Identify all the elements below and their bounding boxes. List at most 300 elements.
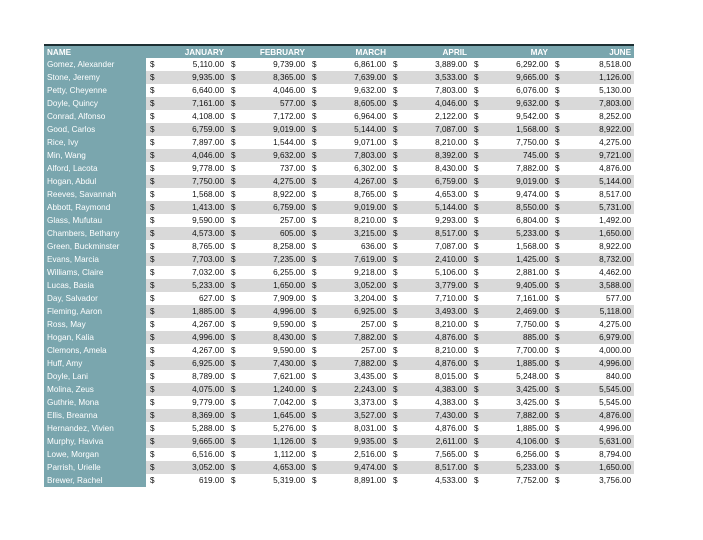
value-cell[interactable]: 257.00 <box>320 318 389 331</box>
currency-symbol-cell[interactable]: $ <box>146 97 158 110</box>
value-cell[interactable]: 6,076.00 <box>482 84 551 97</box>
value-cell[interactable]: 4,046.00 <box>401 97 470 110</box>
currency-symbol-cell[interactable]: $ <box>389 279 401 292</box>
value-cell[interactable]: 5,233.00 <box>158 279 227 292</box>
currency-symbol-cell[interactable]: $ <box>308 344 320 357</box>
currency-symbol-cell[interactable]: $ <box>308 435 320 448</box>
currency-symbol-cell[interactable]: $ <box>308 162 320 175</box>
value-cell[interactable]: 8,517.00 <box>401 227 470 240</box>
currency-symbol-cell[interactable]: $ <box>551 84 563 97</box>
currency-symbol-cell[interactable]: $ <box>227 188 239 201</box>
currency-symbol-cell[interactable]: $ <box>389 227 401 240</box>
row-name-cell[interactable]: Reeves, Savannah <box>44 188 146 201</box>
currency-symbol-cell[interactable]: $ <box>308 84 320 97</box>
value-cell[interactable]: 8,430.00 <box>239 331 308 344</box>
row-name-cell[interactable]: Hernandez, Vivien <box>44 422 146 435</box>
column-header-february[interactable]: FEBRUARY <box>227 45 308 58</box>
value-cell[interactable]: 840.00 <box>563 370 634 383</box>
value-cell[interactable]: 8,252.00 <box>563 110 634 123</box>
currency-symbol-cell[interactable]: $ <box>551 383 563 396</box>
value-cell[interactable]: 5,288.00 <box>158 422 227 435</box>
currency-symbol-cell[interactable]: $ <box>389 123 401 136</box>
row-name-cell[interactable]: Fleming, Aaron <box>44 305 146 318</box>
currency-symbol-cell[interactable]: $ <box>146 331 158 344</box>
value-cell[interactable]: 9,778.00 <box>158 162 227 175</box>
currency-symbol-cell[interactable]: $ <box>308 227 320 240</box>
currency-symbol-cell[interactable]: $ <box>470 175 482 188</box>
currency-symbol-cell[interactable]: $ <box>470 331 482 344</box>
row-name-cell[interactable]: Huff, Amy <box>44 357 146 370</box>
value-cell[interactable]: 1,413.00 <box>158 201 227 214</box>
value-cell[interactable]: 8,765.00 <box>158 240 227 253</box>
currency-symbol-cell[interactable]: $ <box>389 422 401 435</box>
value-cell[interactable]: 7,909.00 <box>239 292 308 305</box>
value-cell[interactable]: 7,750.00 <box>482 318 551 331</box>
value-cell[interactable]: 7,803.00 <box>401 84 470 97</box>
value-cell[interactable]: 2,410.00 <box>401 253 470 266</box>
currency-symbol-cell[interactable]: $ <box>551 188 563 201</box>
value-cell[interactable]: 8,430.00 <box>401 162 470 175</box>
currency-symbol-cell[interactable]: $ <box>146 240 158 253</box>
currency-symbol-cell[interactable]: $ <box>308 123 320 136</box>
value-cell[interactable]: 8,015.00 <box>401 370 470 383</box>
row-name-cell[interactable]: Evans, Marcia <box>44 253 146 266</box>
value-cell[interactable]: 8,732.00 <box>563 253 634 266</box>
value-cell[interactable]: 7,882.00 <box>320 357 389 370</box>
value-cell[interactable]: 1,650.00 <box>239 279 308 292</box>
row-name-cell[interactable]: Brewer, Rachel <box>44 474 146 487</box>
currency-symbol-cell[interactable]: $ <box>227 123 239 136</box>
currency-symbol-cell[interactable]: $ <box>551 474 563 487</box>
value-cell[interactable]: 9,665.00 <box>482 71 551 84</box>
value-cell[interactable]: 8,550.00 <box>482 201 551 214</box>
value-cell[interactable]: 9,218.00 <box>320 266 389 279</box>
value-cell[interactable]: 4,275.00 <box>563 318 634 331</box>
row-name-cell[interactable]: Lowe, Morgan <box>44 448 146 461</box>
currency-symbol-cell[interactable]: $ <box>308 71 320 84</box>
value-cell[interactable]: 8,210.00 <box>401 136 470 149</box>
currency-symbol-cell[interactable]: $ <box>551 279 563 292</box>
value-cell[interactable]: 4,075.00 <box>158 383 227 396</box>
value-cell[interactable]: 1,645.00 <box>239 409 308 422</box>
currency-symbol-cell[interactable]: $ <box>470 435 482 448</box>
row-name-cell[interactable]: Day, Salvador <box>44 292 146 305</box>
value-cell[interactable]: 1,425.00 <box>482 253 551 266</box>
value-cell[interactable]: 4,996.00 <box>563 422 634 435</box>
row-name-cell[interactable]: Green, Buckminster <box>44 240 146 253</box>
currency-symbol-cell[interactable]: $ <box>551 370 563 383</box>
currency-symbol-cell[interactable]: $ <box>389 253 401 266</box>
currency-symbol-cell[interactable]: $ <box>389 383 401 396</box>
currency-symbol-cell[interactable]: $ <box>470 357 482 370</box>
currency-symbol-cell[interactable]: $ <box>470 279 482 292</box>
value-cell[interactable]: 3,204.00 <box>320 292 389 305</box>
value-cell[interactable]: 7,032.00 <box>158 266 227 279</box>
row-name-cell[interactable]: Ellis, Breanna <box>44 409 146 422</box>
currency-symbol-cell[interactable]: $ <box>551 123 563 136</box>
value-cell[interactable]: 2,516.00 <box>320 448 389 461</box>
currency-symbol-cell[interactable]: $ <box>227 422 239 435</box>
currency-symbol-cell[interactable]: $ <box>308 136 320 149</box>
value-cell[interactable]: 1,240.00 <box>239 383 308 396</box>
currency-symbol-cell[interactable]: $ <box>389 461 401 474</box>
currency-symbol-cell[interactable]: $ <box>308 305 320 318</box>
currency-symbol-cell[interactable]: $ <box>146 214 158 227</box>
currency-symbol-cell[interactable]: $ <box>146 409 158 422</box>
currency-symbol-cell[interactable]: $ <box>308 461 320 474</box>
currency-symbol-cell[interactable]: $ <box>470 188 482 201</box>
currency-symbol-cell[interactable]: $ <box>146 175 158 188</box>
currency-symbol-cell[interactable]: $ <box>389 370 401 383</box>
value-cell[interactable]: 7,161.00 <box>158 97 227 110</box>
currency-symbol-cell[interactable]: $ <box>308 149 320 162</box>
currency-symbol-cell[interactable]: $ <box>470 214 482 227</box>
currency-symbol-cell[interactable]: $ <box>227 448 239 461</box>
currency-symbol-cell[interactable]: $ <box>227 292 239 305</box>
currency-symbol-cell[interactable]: $ <box>146 279 158 292</box>
currency-symbol-cell[interactable]: $ <box>470 201 482 214</box>
value-cell[interactable]: 7,161.00 <box>482 292 551 305</box>
value-cell[interactable]: 1,885.00 <box>158 305 227 318</box>
value-cell[interactable]: 3,052.00 <box>158 461 227 474</box>
currency-symbol-cell[interactable]: $ <box>227 318 239 331</box>
value-cell[interactable]: 9,721.00 <box>563 149 634 162</box>
currency-symbol-cell[interactable]: $ <box>146 136 158 149</box>
currency-symbol-cell[interactable]: $ <box>227 396 239 409</box>
currency-symbol-cell[interactable]: $ <box>551 318 563 331</box>
row-name-cell[interactable]: Petty, Cheyenne <box>44 84 146 97</box>
currency-symbol-cell[interactable]: $ <box>389 435 401 448</box>
value-cell[interactable]: 8,605.00 <box>320 97 389 110</box>
value-cell[interactable]: 6,759.00 <box>158 123 227 136</box>
currency-symbol-cell[interactable]: $ <box>389 175 401 188</box>
column-header-march[interactable]: MARCH <box>308 45 389 58</box>
currency-symbol-cell[interactable]: $ <box>227 214 239 227</box>
currency-symbol-cell[interactable]: $ <box>389 84 401 97</box>
row-name-cell[interactable]: Stone, Jeremy <box>44 71 146 84</box>
currency-symbol-cell[interactable]: $ <box>389 318 401 331</box>
value-cell[interactable]: 8,922.00 <box>239 188 308 201</box>
value-cell[interactable]: 1,492.00 <box>563 214 634 227</box>
currency-symbol-cell[interactable]: $ <box>551 71 563 84</box>
row-name-cell[interactable]: Rice, Ivy <box>44 136 146 149</box>
currency-symbol-cell[interactable]: $ <box>146 253 158 266</box>
value-cell[interactable]: 4,275.00 <box>563 136 634 149</box>
currency-symbol-cell[interactable]: $ <box>470 370 482 383</box>
currency-symbol-cell[interactable]: $ <box>308 422 320 435</box>
value-cell[interactable]: 4,046.00 <box>239 84 308 97</box>
currency-symbol-cell[interactable]: $ <box>389 266 401 279</box>
value-cell[interactable]: 8,765.00 <box>320 188 389 201</box>
value-cell[interactable]: 257.00 <box>239 214 308 227</box>
currency-symbol-cell[interactable]: $ <box>146 461 158 474</box>
value-cell[interactable]: 5,731.00 <box>563 201 634 214</box>
row-name-cell[interactable]: Abbott, Raymond <box>44 201 146 214</box>
value-cell[interactable]: 577.00 <box>239 97 308 110</box>
value-cell[interactable]: 9,935.00 <box>158 71 227 84</box>
currency-symbol-cell[interactable]: $ <box>470 149 482 162</box>
currency-symbol-cell[interactable]: $ <box>146 370 158 383</box>
value-cell[interactable]: 5,276.00 <box>239 422 308 435</box>
value-cell[interactable]: 5,545.00 <box>563 396 634 409</box>
value-cell[interactable]: 1,568.00 <box>482 123 551 136</box>
value-cell[interactable]: 4,267.00 <box>158 318 227 331</box>
currency-symbol-cell[interactable]: $ <box>227 383 239 396</box>
currency-symbol-cell[interactable]: $ <box>470 305 482 318</box>
value-cell[interactable]: 9,019.00 <box>320 201 389 214</box>
value-cell[interactable]: 9,779.00 <box>158 396 227 409</box>
value-cell[interactable]: 9,590.00 <box>239 318 308 331</box>
row-name-cell[interactable]: Chambers, Bethany <box>44 227 146 240</box>
value-cell[interactable]: 1,568.00 <box>158 188 227 201</box>
currency-symbol-cell[interactable]: $ <box>146 396 158 409</box>
currency-symbol-cell[interactable]: $ <box>551 435 563 448</box>
currency-symbol-cell[interactable]: $ <box>470 58 482 71</box>
value-cell[interactable]: 4,462.00 <box>563 266 634 279</box>
value-cell[interactable]: 7,750.00 <box>482 136 551 149</box>
value-cell[interactable]: 5,233.00 <box>482 461 551 474</box>
value-cell[interactable]: 7,087.00 <box>401 123 470 136</box>
value-cell[interactable]: 8,517.00 <box>401 461 470 474</box>
value-cell[interactable]: 3,889.00 <box>401 58 470 71</box>
row-name-cell[interactable]: Molina, Zeus <box>44 383 146 396</box>
currency-symbol-cell[interactable]: $ <box>389 292 401 305</box>
currency-symbol-cell[interactable]: $ <box>470 162 482 175</box>
value-cell[interactable]: 9,405.00 <box>482 279 551 292</box>
currency-symbol-cell[interactable]: $ <box>389 162 401 175</box>
value-cell[interactable]: 8,922.00 <box>563 123 634 136</box>
currency-symbol-cell[interactable]: $ <box>308 175 320 188</box>
value-cell[interactable]: 5,144.00 <box>563 175 634 188</box>
currency-symbol-cell[interactable]: $ <box>146 227 158 240</box>
currency-symbol-cell[interactable]: $ <box>308 357 320 370</box>
currency-symbol-cell[interactable]: $ <box>470 266 482 279</box>
row-name-cell[interactable]: Hogan, Abdul <box>44 175 146 188</box>
value-cell[interactable]: 3,435.00 <box>320 370 389 383</box>
value-cell[interactable]: 7,565.00 <box>401 448 470 461</box>
currency-symbol-cell[interactable]: $ <box>551 162 563 175</box>
value-cell[interactable]: 9,935.00 <box>320 435 389 448</box>
value-cell[interactable]: 6,925.00 <box>320 305 389 318</box>
currency-symbol-cell[interactable]: $ <box>308 253 320 266</box>
value-cell[interactable]: 4,106.00 <box>482 435 551 448</box>
value-cell[interactable]: 7,897.00 <box>158 136 227 149</box>
value-cell[interactable]: 7,172.00 <box>239 110 308 123</box>
value-cell[interactable]: 4,000.00 <box>563 344 634 357</box>
value-cell[interactable]: 1,544.00 <box>239 136 308 149</box>
value-cell[interactable]: 2,881.00 <box>482 266 551 279</box>
currency-symbol-cell[interactable]: $ <box>470 409 482 422</box>
currency-symbol-cell[interactable]: $ <box>227 370 239 383</box>
currency-symbol-cell[interactable]: $ <box>146 58 158 71</box>
currency-symbol-cell[interactable]: $ <box>308 383 320 396</box>
value-cell[interactable]: 7,639.00 <box>320 71 389 84</box>
value-cell[interactable]: 4,573.00 <box>158 227 227 240</box>
currency-symbol-cell[interactable]: $ <box>227 253 239 266</box>
currency-symbol-cell[interactable]: $ <box>146 162 158 175</box>
currency-symbol-cell[interactable]: $ <box>308 279 320 292</box>
currency-symbol-cell[interactable]: $ <box>551 136 563 149</box>
currency-symbol-cell[interactable]: $ <box>227 461 239 474</box>
currency-symbol-cell[interactable]: $ <box>227 305 239 318</box>
value-cell[interactable]: 4,383.00 <box>401 383 470 396</box>
value-cell[interactable]: 6,925.00 <box>158 357 227 370</box>
value-cell[interactable]: 8,518.00 <box>563 58 634 71</box>
value-cell[interactable]: 4,876.00 <box>401 357 470 370</box>
currency-symbol-cell[interactable]: $ <box>551 58 563 71</box>
currency-symbol-cell[interactable]: $ <box>227 266 239 279</box>
currency-symbol-cell[interactable]: $ <box>551 396 563 409</box>
value-cell[interactable]: 5,118.00 <box>563 305 634 318</box>
value-cell[interactable]: 9,590.00 <box>158 214 227 227</box>
value-cell[interactable]: 7,619.00 <box>320 253 389 266</box>
value-cell[interactable]: 3,493.00 <box>401 305 470 318</box>
value-cell[interactable]: 4,996.00 <box>158 331 227 344</box>
row-name-cell[interactable]: Min, Wang <box>44 149 146 162</box>
currency-symbol-cell[interactable]: $ <box>308 318 320 331</box>
value-cell[interactable]: 9,739.00 <box>239 58 308 71</box>
currency-symbol-cell[interactable]: $ <box>308 409 320 422</box>
currency-symbol-cell[interactable]: $ <box>389 201 401 214</box>
value-cell[interactable]: 3,373.00 <box>320 396 389 409</box>
currency-symbol-cell[interactable]: $ <box>389 188 401 201</box>
row-name-cell[interactable]: Glass, Mufutau <box>44 214 146 227</box>
value-cell[interactable]: 6,255.00 <box>239 266 308 279</box>
value-cell[interactable]: 2,469.00 <box>482 305 551 318</box>
row-name-cell[interactable]: Good, Carlos <box>44 123 146 136</box>
row-name-cell[interactable]: Murphy, Haviva <box>44 435 146 448</box>
currency-symbol-cell[interactable]: $ <box>389 149 401 162</box>
value-cell[interactable]: 4,275.00 <box>239 175 308 188</box>
currency-symbol-cell[interactable]: $ <box>470 396 482 409</box>
currency-symbol-cell[interactable]: $ <box>551 214 563 227</box>
row-name-cell[interactable]: Conrad, Alfonso <box>44 110 146 123</box>
currency-symbol-cell[interactable]: $ <box>146 318 158 331</box>
value-cell[interactable]: 6,759.00 <box>239 201 308 214</box>
currency-symbol-cell[interactable]: $ <box>227 409 239 422</box>
row-name-cell[interactable]: Hogan, Kalia <box>44 331 146 344</box>
currency-symbol-cell[interactable]: $ <box>146 435 158 448</box>
currency-symbol-cell[interactable]: $ <box>470 110 482 123</box>
value-cell[interactable]: 6,804.00 <box>482 214 551 227</box>
currency-symbol-cell[interactable]: $ <box>227 331 239 344</box>
currency-symbol-cell[interactable]: $ <box>146 344 158 357</box>
column-header-january[interactable]: JANUARY <box>146 45 227 58</box>
currency-symbol-cell[interactable]: $ <box>308 58 320 71</box>
currency-symbol-cell[interactable]: $ <box>146 110 158 123</box>
currency-symbol-cell[interactable]: $ <box>146 305 158 318</box>
currency-symbol-cell[interactable]: $ <box>227 435 239 448</box>
value-cell[interactable]: 5,248.00 <box>482 370 551 383</box>
currency-symbol-cell[interactable]: $ <box>227 240 239 253</box>
currency-symbol-cell[interactable]: $ <box>551 461 563 474</box>
currency-symbol-cell[interactable]: $ <box>470 71 482 84</box>
currency-symbol-cell[interactable]: $ <box>551 344 563 357</box>
currency-symbol-cell[interactable]: $ <box>227 227 239 240</box>
currency-symbol-cell[interactable]: $ <box>146 266 158 279</box>
currency-symbol-cell[interactable]: $ <box>389 448 401 461</box>
value-cell[interactable]: 9,632.00 <box>482 97 551 110</box>
currency-symbol-cell[interactable]: $ <box>551 409 563 422</box>
value-cell[interactable]: 7,087.00 <box>401 240 470 253</box>
currency-symbol-cell[interactable]: $ <box>551 266 563 279</box>
value-cell[interactable]: 6,759.00 <box>401 175 470 188</box>
currency-symbol-cell[interactable]: $ <box>389 344 401 357</box>
row-name-cell[interactable]: Ross, May <box>44 318 146 331</box>
value-cell[interactable]: 6,640.00 <box>158 84 227 97</box>
currency-symbol-cell[interactable]: $ <box>146 71 158 84</box>
currency-symbol-cell[interactable]: $ <box>470 84 482 97</box>
value-cell[interactable]: 9,665.00 <box>158 435 227 448</box>
currency-symbol-cell[interactable]: $ <box>551 448 563 461</box>
value-cell[interactable]: 8,031.00 <box>320 422 389 435</box>
value-cell[interactable]: 8,789.00 <box>158 370 227 383</box>
value-cell[interactable]: 8,922.00 <box>563 240 634 253</box>
currency-symbol-cell[interactable]: $ <box>389 331 401 344</box>
currency-symbol-cell[interactable]: $ <box>227 58 239 71</box>
currency-symbol-cell[interactable]: $ <box>146 201 158 214</box>
value-cell[interactable]: 7,430.00 <box>239 357 308 370</box>
value-cell[interactable]: 6,292.00 <box>482 58 551 71</box>
currency-symbol-cell[interactable]: $ <box>551 97 563 110</box>
value-cell[interactable]: 5,144.00 <box>401 201 470 214</box>
value-cell[interactable]: 5,319.00 <box>239 474 308 487</box>
value-cell[interactable]: 7,752.00 <box>482 474 551 487</box>
value-cell[interactable]: 7,235.00 <box>239 253 308 266</box>
value-cell[interactable]: 2,611.00 <box>401 435 470 448</box>
currency-symbol-cell[interactable]: $ <box>389 396 401 409</box>
value-cell[interactable]: 7,803.00 <box>320 149 389 162</box>
currency-symbol-cell[interactable]: $ <box>389 357 401 370</box>
column-header-june[interactable]: JUNE <box>551 45 634 58</box>
currency-symbol-cell[interactable]: $ <box>146 292 158 305</box>
value-cell[interactable]: 4,996.00 <box>239 305 308 318</box>
currency-symbol-cell[interactable]: $ <box>308 188 320 201</box>
currency-symbol-cell[interactable]: $ <box>551 331 563 344</box>
value-cell[interactable]: 3,215.00 <box>320 227 389 240</box>
value-cell[interactable]: 4,876.00 <box>401 422 470 435</box>
value-cell[interactable]: 1,126.00 <box>563 71 634 84</box>
currency-symbol-cell[interactable]: $ <box>551 305 563 318</box>
value-cell[interactable]: 7,750.00 <box>158 175 227 188</box>
currency-symbol-cell[interactable]: $ <box>308 448 320 461</box>
currency-symbol-cell[interactable]: $ <box>308 240 320 253</box>
value-cell[interactable]: 737.00 <box>239 162 308 175</box>
currency-symbol-cell[interactable]: $ <box>227 162 239 175</box>
value-cell[interactable]: 5,545.00 <box>563 383 634 396</box>
currency-symbol-cell[interactable]: $ <box>389 71 401 84</box>
value-cell[interactable]: 5,631.00 <box>563 435 634 448</box>
value-cell[interactable]: 4,267.00 <box>158 344 227 357</box>
row-name-cell[interactable]: Alford, Lacota <box>44 162 146 175</box>
currency-symbol-cell[interactable]: $ <box>227 201 239 214</box>
value-cell[interactable]: 6,256.00 <box>482 448 551 461</box>
value-cell[interactable]: 4,267.00 <box>320 175 389 188</box>
value-cell[interactable]: 7,882.00 <box>482 162 551 175</box>
value-cell[interactable]: 8,392.00 <box>401 149 470 162</box>
value-cell[interactable]: 2,243.00 <box>320 383 389 396</box>
value-cell[interactable]: 9,019.00 <box>239 123 308 136</box>
currency-symbol-cell[interactable]: $ <box>551 422 563 435</box>
value-cell[interactable]: 5,110.00 <box>158 58 227 71</box>
value-cell[interactable]: 8,891.00 <box>320 474 389 487</box>
value-cell[interactable]: 8,210.00 <box>320 214 389 227</box>
value-cell[interactable]: 627.00 <box>158 292 227 305</box>
currency-symbol-cell[interactable]: $ <box>308 331 320 344</box>
row-name-cell[interactable]: Guthrie, Mona <box>44 396 146 409</box>
value-cell[interactable]: 9,542.00 <box>482 110 551 123</box>
currency-symbol-cell[interactable]: $ <box>551 175 563 188</box>
